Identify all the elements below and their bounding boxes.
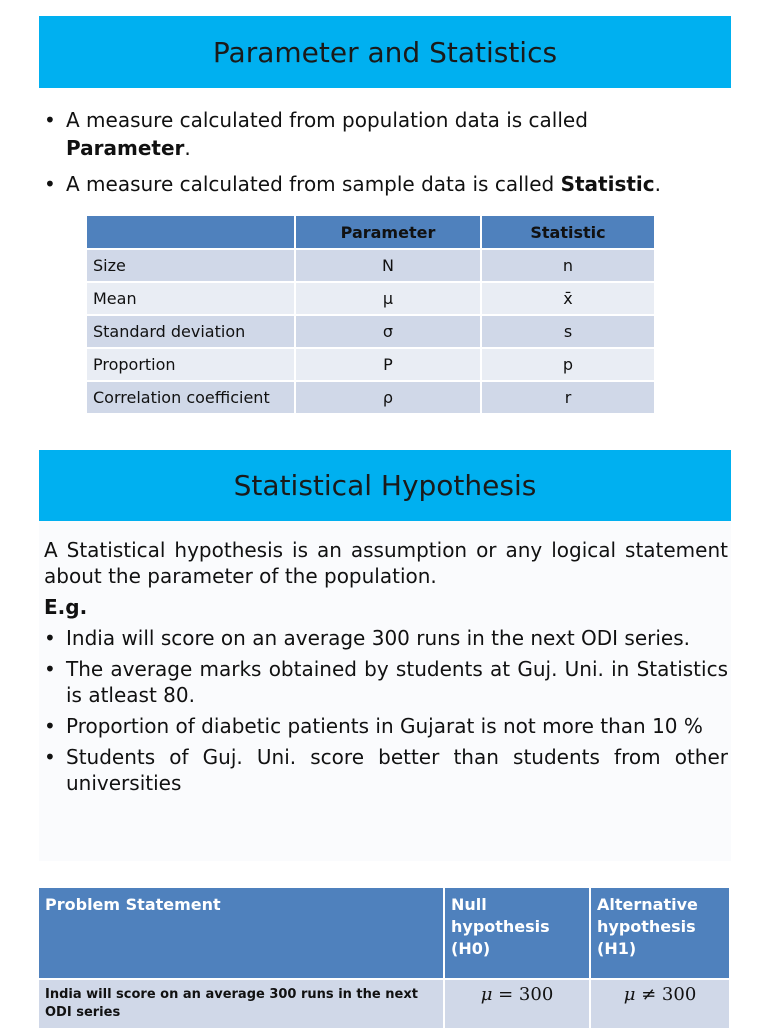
math-symbol: μ xyxy=(623,984,636,1005)
math-relation: ≠ 300 xyxy=(635,984,697,1005)
table-cell: μ xyxy=(295,282,481,315)
list-item xyxy=(44,625,728,651)
math-relation: = 300 xyxy=(492,984,554,1005)
example-list xyxy=(44,625,728,801)
parameter-statistic-table xyxy=(87,216,656,415)
list-item-text: Proportion of diabetic patients in Gujarat is not more than 10 % xyxy=(66,714,703,738)
bullet-text: A measure calculated from sample data is called xyxy=(66,172,561,196)
table-row xyxy=(87,315,655,348)
table-header-cell: Null hypothesis (H0) xyxy=(444,888,590,979)
table-header-row xyxy=(39,888,730,979)
list-item xyxy=(44,656,728,708)
table-cell: P xyxy=(295,348,481,381)
table-cell: Mean xyxy=(87,282,295,315)
list-item xyxy=(44,106,728,162)
definition-list xyxy=(44,106,728,206)
bullet-text: A measure calculated from population data is called xyxy=(66,108,588,132)
table-header-cell: Problem Statement xyxy=(39,888,444,979)
section-title-text: Statistical Hypothesis xyxy=(233,469,537,502)
table-row xyxy=(87,249,655,282)
bullet-bold-term: Parameter xyxy=(66,136,185,160)
table-header-cell: Parameter xyxy=(295,216,481,249)
table-cell: p xyxy=(481,348,655,381)
list-item-text: India will score on an average 300 runs in the next ODI series. xyxy=(66,626,691,650)
list-item-text: Students of Guj. Uni. score better than students from other universities xyxy=(66,745,728,795)
alternative-hypothesis-cell xyxy=(590,979,730,1028)
bullet-bold-term: Statistic xyxy=(560,172,655,196)
table-cell: N xyxy=(295,249,481,282)
table-row xyxy=(39,979,730,1028)
null-hypothesis-cell xyxy=(444,979,590,1028)
table-cell: Correlation coefficient xyxy=(87,381,295,414)
bullet-punctuation: . xyxy=(654,172,661,196)
table-cell: s xyxy=(481,315,655,348)
bullet-line xyxy=(66,106,728,134)
section-title-statistical-hypothesis xyxy=(39,450,731,521)
table-cell: x̄ xyxy=(481,282,655,315)
table-row xyxy=(87,381,655,414)
table-cell: India will score on an average 300 runs in the next ODI series xyxy=(39,979,444,1028)
table-cell: r xyxy=(481,381,655,414)
table-cell: ρ xyxy=(295,381,481,414)
list-item xyxy=(44,713,728,739)
math-symbol: μ xyxy=(480,984,493,1005)
list-item xyxy=(44,744,728,796)
table-header-row xyxy=(87,216,655,249)
table-header-cell: Statistic xyxy=(481,216,655,249)
table-header-cell: Alternative hypothesis (H1) xyxy=(590,888,730,979)
list-item-text: The average marks obtained by students at Guj. Uni. in Statistics is atleast 80. xyxy=(66,657,728,707)
example-label: E.g. xyxy=(44,595,88,619)
hypothesis-table xyxy=(39,888,731,1028)
table-cell: Size xyxy=(87,249,295,282)
table-cell: n xyxy=(481,249,655,282)
table-header-cell xyxy=(87,216,295,249)
table-cell: Standard deviation xyxy=(87,315,295,348)
table-row xyxy=(87,348,655,381)
table-cell: σ xyxy=(295,315,481,348)
table-row xyxy=(87,282,655,315)
list-item xyxy=(44,170,728,198)
section-title-text: Parameter and Statistics xyxy=(212,35,558,69)
bullet-punctuation: . xyxy=(184,136,191,160)
table-cell: Proportion xyxy=(87,348,295,381)
hypothesis-definition: A Statistical hypothesis is an assumption or any logical statement about the parameter of the population. xyxy=(44,538,728,588)
section-title-parameter-and-statistics xyxy=(39,16,731,88)
